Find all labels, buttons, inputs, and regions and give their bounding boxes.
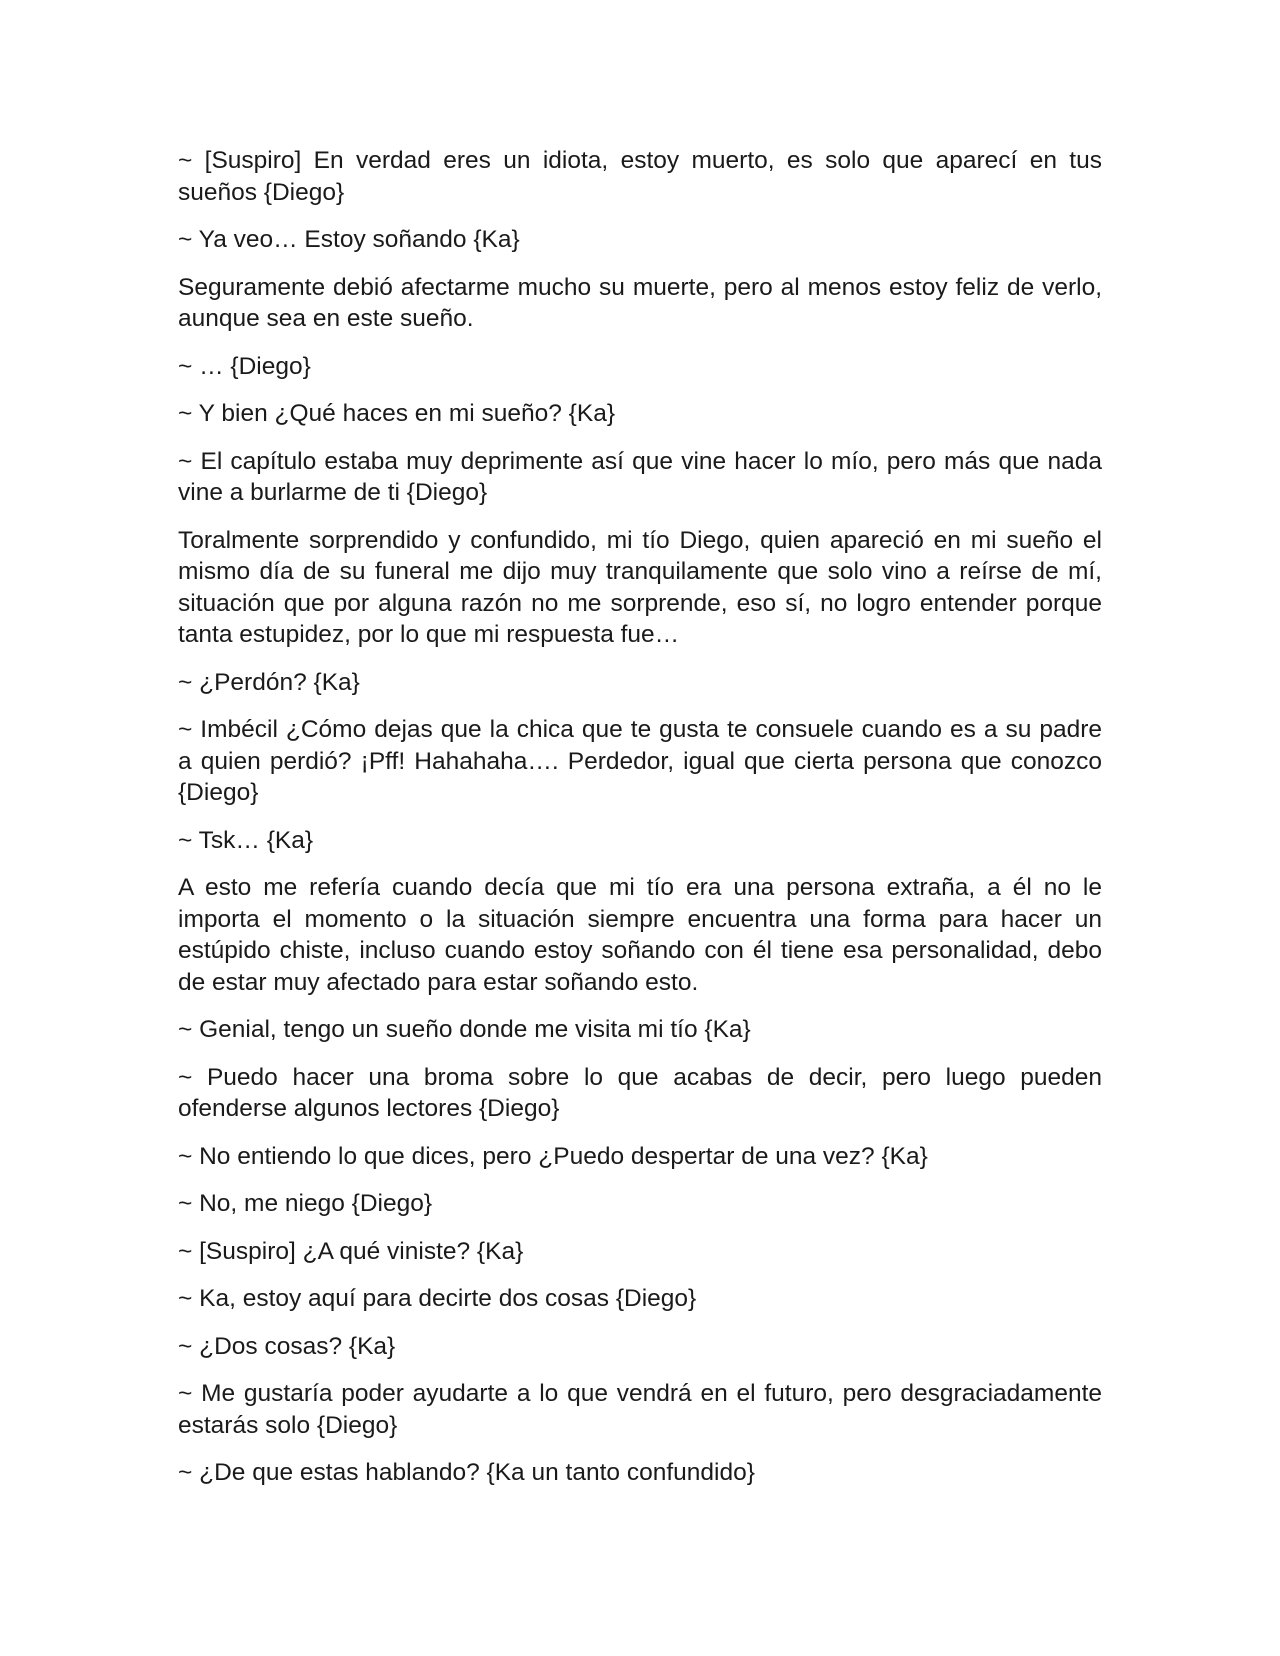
- paragraph-narration: A esto me refería cuando decía que mi tío era una persona extraña, a él no le importa el momento o la situación siempre encuentra una forma para hacer un estúpido chiste, incluso cuando estoy soñando con él tiene esa personalidad, debo de estar muy afectado para estar soñando esto.: [178, 874, 1102, 996]
- paragraph-dialogue: ~ … {Diego}: [178, 352, 311, 380]
- paragraph-narration: Seguramente debió afectarme mucho su muerte, pero al menos estoy feliz de verlo, aunque sea en este sueño.: [178, 273, 1102, 332]
- paragraph-dialogue: ~ No, me niego {Diego}: [178, 1190, 433, 1217]
- paragraph-dialogue: ~ [Suspiro] ¿A qué viniste? {Ka}: [178, 1237, 524, 1265]
- paragraph-dialogue: ~ Me gustaría poder ayudarte a lo que vendrá en el futuro, pero desgraciadamente estarás solo {Diego}: [178, 1380, 1102, 1439]
- document-body: [178, 145, 1102, 1505]
- paragraph-dialogue: ~ Ya veo… Estoy soñando {Ka}: [178, 226, 520, 253]
- paragraph-dialogue: ~ ¿Dos cosas? {Ka}: [178, 1332, 396, 1360]
- paragraph-dialogue: ~ El capítulo estaba muy deprimente así que vine hacer lo mío, pero más que nada vine a burlarme de ti {Diego}: [178, 447, 1102, 506]
- paragraph-dialogue: ~ No entiendo lo que dices, pero ¿Puedo despertar de una vez? {Ka}: [178, 1142, 928, 1170]
- paragraph-dialogue: ~ ¿Perdón? {Ka}: [178, 668, 360, 696]
- paragraph-dialogue: ~ Genial, tengo un sueño donde me visita mi tío {Ka}: [178, 1016, 751, 1043]
- paragraph-dialogue: ~ Ka, estoy aquí para decirte dos cosas {Diego}: [178, 1285, 697, 1312]
- paragraph-narration: Toralmente sorprendido y confundido, mi tío Diego, quien apareció en mi sueño el mismo día de su funeral me dijo muy tranquilamente que solo vino a reírse de mí, situación que por alguna razón no me sorprende, eso sí, no logro entender porque tanta estupidez, por lo que mi respuesta fue…: [178, 526, 1102, 648]
- paragraph-dialogue: ~ Imbécil ¿Cómo dejas que la chica que te gusta te consuele cuando es a su padre a quien perdió? ¡Pff! Hahahaha…. Perdedor, igual que cierta persona que conozco {Diego}: [178, 716, 1102, 806]
- paragraph-dialogue: ~ [Suspiro] En verdad eres un idiota, estoy muerto, es solo que aparecí en tus sueños {Diego}: [178, 147, 1102, 206]
- paragraph-dialogue: ~ Puedo hacer una broma sobre lo que acabas de decir, pero luego pueden ofenderse algunos lectores {Diego}: [178, 1063, 1102, 1122]
- paragraph-dialogue: ~ ¿De que estas hablando? {Ka un tanto confundido}: [178, 1459, 755, 1486]
- paragraph-dialogue: ~ Y bien ¿Qué haces en mi sueño? {Ka}: [178, 400, 616, 427]
- paragraph-dialogue: ~ Tsk… {Ka}: [178, 826, 314, 854]
